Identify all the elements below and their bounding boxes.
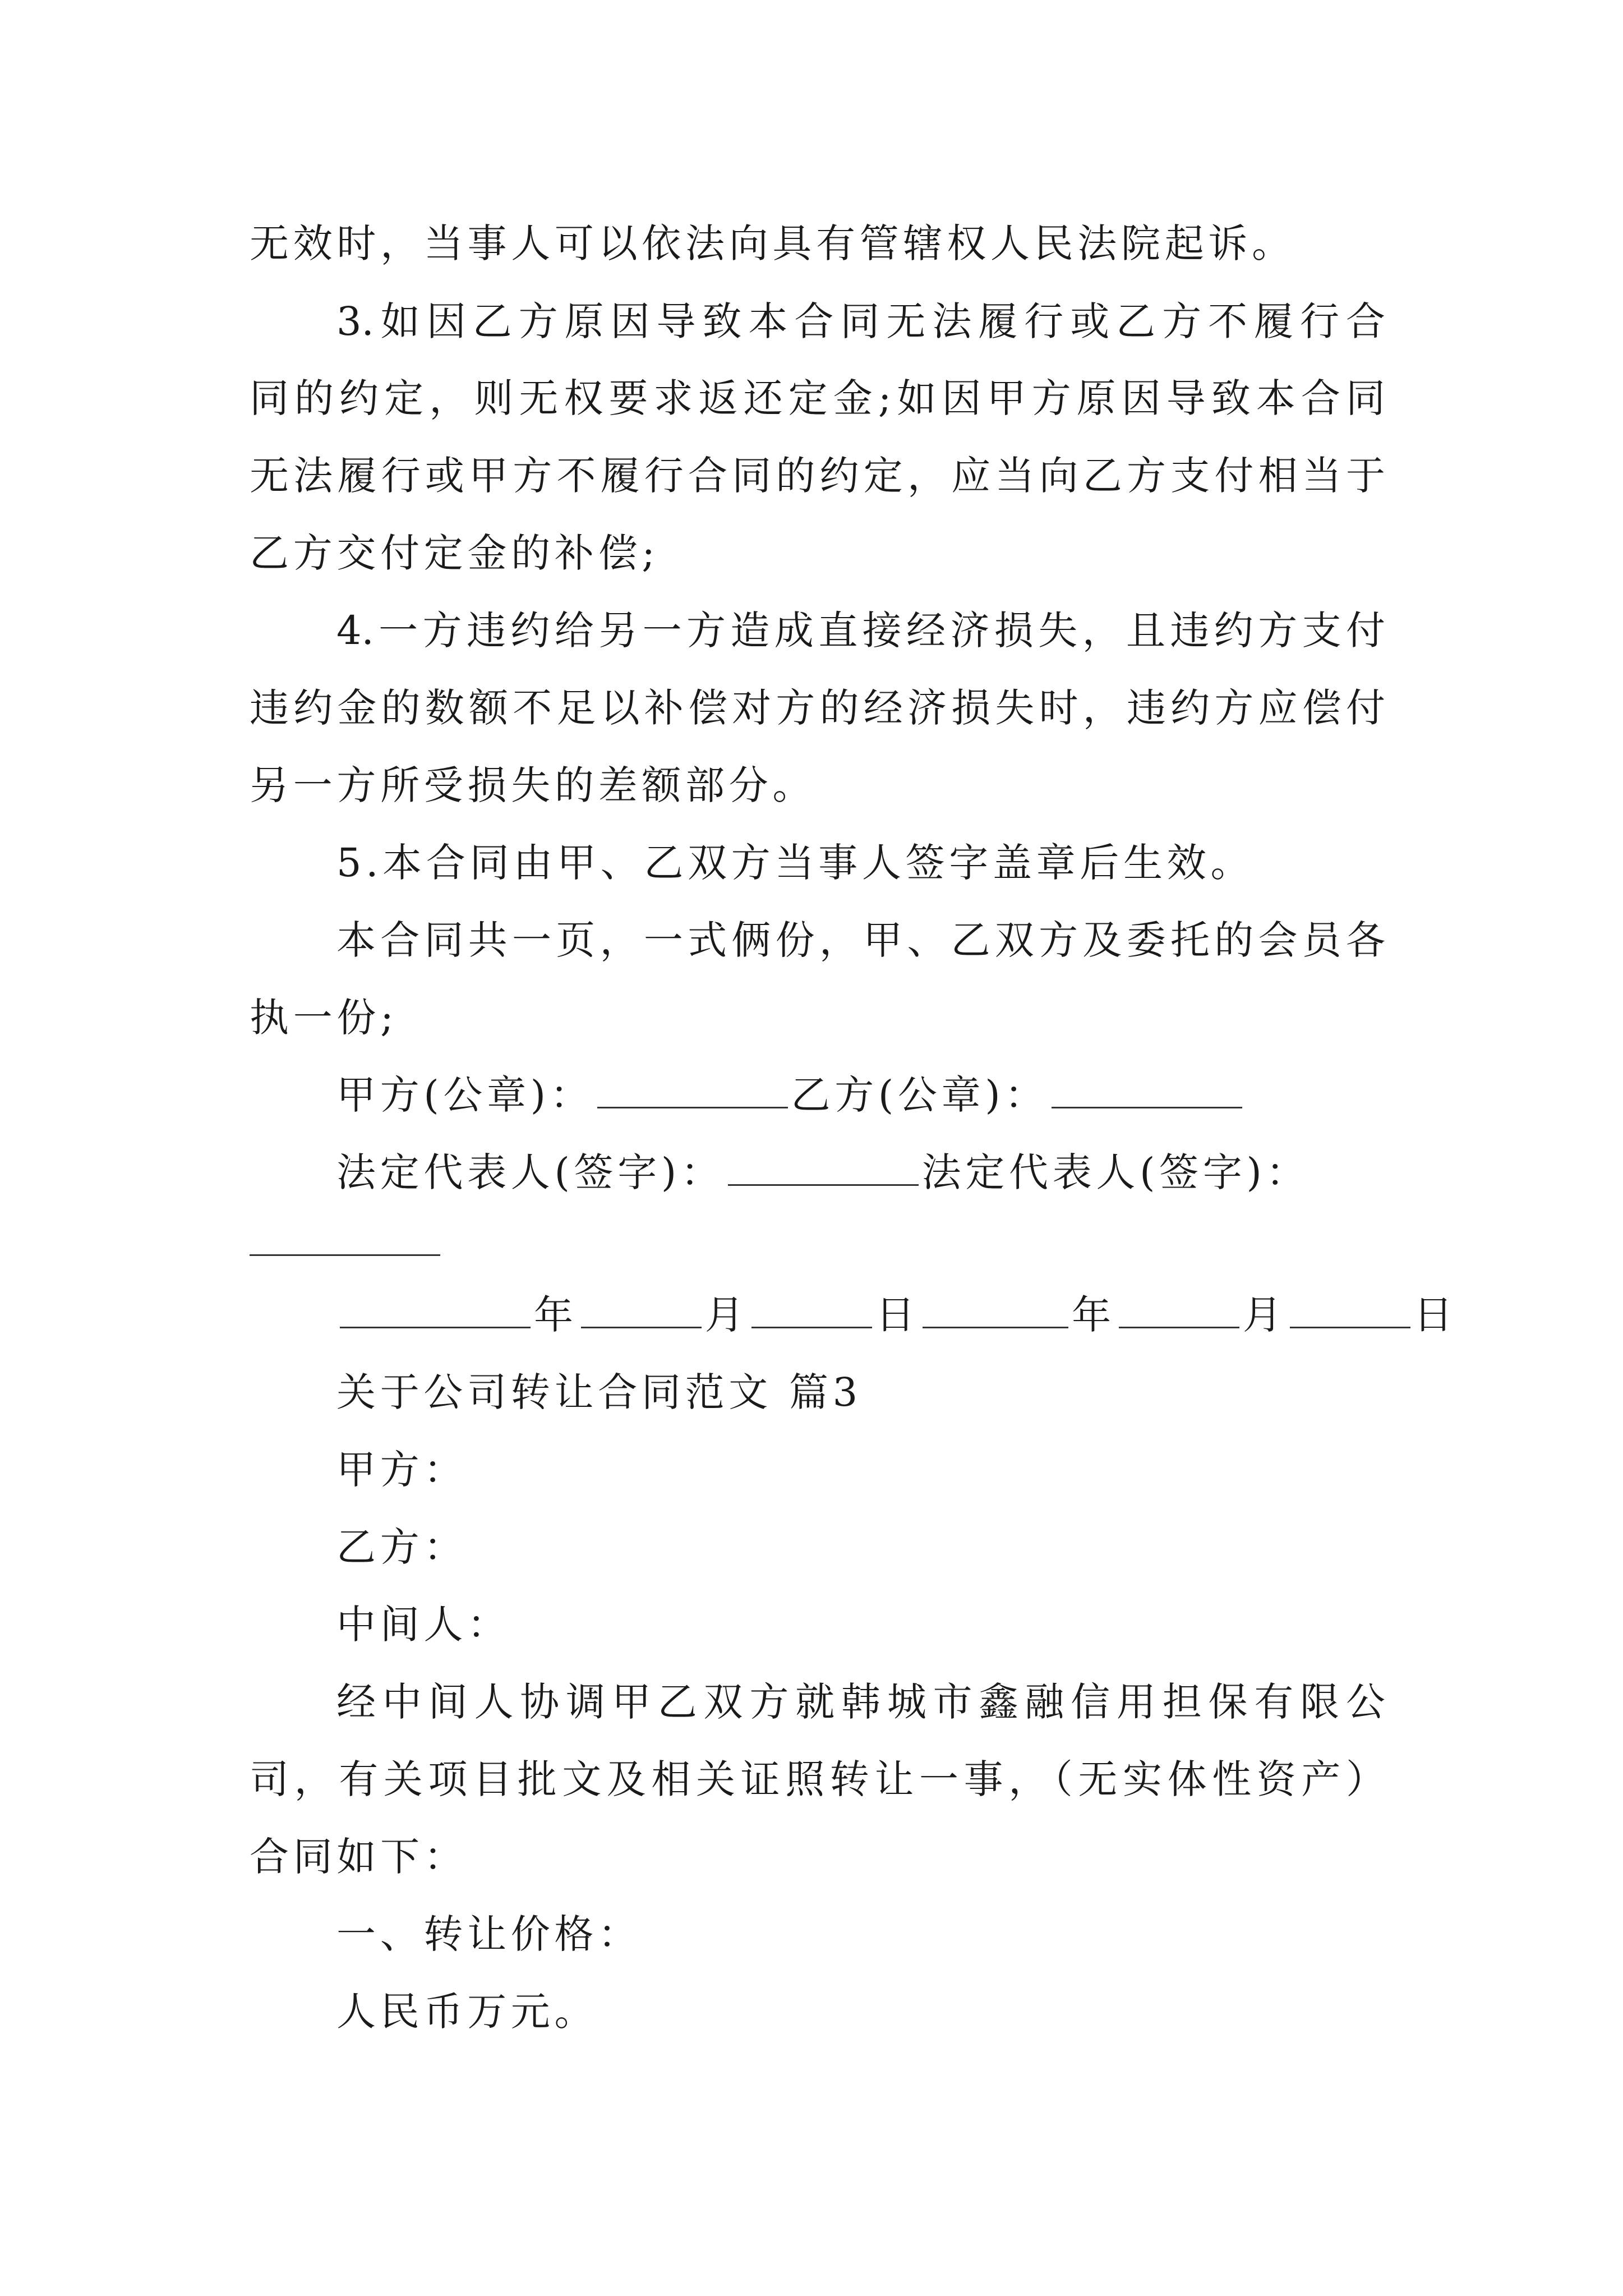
- intermediary-line: 中间人：: [336, 1602, 511, 1648]
- paragraph-line: 本合同共一页，一式俩份，甲、乙双方及委托的会员各: [336, 917, 1385, 963]
- party-b-date-blank-year[interactable]: [923, 1293, 1068, 1328]
- paragraph-line: 无法履行或甲方不履行合同的约定，应当向乙方支付相当于: [250, 453, 1385, 499]
- date-month-label: 月: [704, 1292, 749, 1338]
- paragraph-line: 另一方所受损失的差额部分。: [250, 762, 817, 808]
- party-b-seal-label: 乙方(公章)：: [791, 1072, 1049, 1118]
- paragraph-line: 4.一方违约给另一方造成直接经济损失，且违约方支付: [336, 608, 1385, 654]
- party-a-date-blank-month[interactable]: [581, 1293, 702, 1328]
- date-month-label: 月: [1242, 1292, 1287, 1338]
- date-year-label: 年: [534, 1292, 578, 1338]
- paragraph-line: 3.如因乙方原因导致本合同无法履行或乙方不履行合: [336, 298, 1385, 344]
- section-heading: 关于公司转让合同范文 篇3: [336, 1369, 862, 1415]
- party-b-representative-blank[interactable]: [250, 1254, 440, 1256]
- signature-line-seal: [336, 1070, 1246, 1120]
- paragraph-line: 5.本合同由甲、乙双方当事人签字盖章后生效。: [336, 840, 1255, 886]
- party-a-seal-label: 甲方(公章)：: [336, 1072, 594, 1118]
- party-a-date-blank-day[interactable]: [751, 1293, 872, 1328]
- party-a-date-blank-year[interactable]: [340, 1293, 531, 1328]
- paragraph-line: 违约金的数额不足以补偿对方的经济损失时，违约方应偿付: [250, 685, 1385, 731]
- paragraph-line: 乙方交付定金的补偿;: [250, 530, 660, 576]
- date-day-label: 日: [1413, 1292, 1458, 1338]
- date-year-label: 年: [1072, 1292, 1115, 1338]
- paragraph-line: 合同如下：: [250, 1834, 468, 1880]
- party-a-representative-label: 法定代表人(签字)：: [336, 1149, 725, 1195]
- party-b-date-blank-month[interactable]: [1119, 1293, 1239, 1328]
- date-day-label: 日: [875, 1292, 920, 1338]
- clause-heading: 一、转让价格：: [336, 1911, 642, 1957]
- party-b-representative-label: 法定代表人(签字)：: [921, 1149, 1310, 1195]
- paragraph-line: 执一份;: [250, 995, 398, 1041]
- party-a-line: 甲方：: [336, 1447, 468, 1493]
- party-a-seal-blank[interactable]: [597, 1073, 788, 1108]
- paragraph-line: 司，有关项目批文及相关证照转让一事，（无实体性资产）: [250, 1756, 1385, 1802]
- party-b-line: 乙方：: [336, 1524, 468, 1570]
- party-b-date-blank-day[interactable]: [1290, 1293, 1410, 1328]
- signature-date-line: [336, 1290, 1457, 1340]
- paragraph-line: 同的约定，则无权要求返还定金;如因甲方原因导致本合同: [250, 375, 1385, 421]
- party-a-representative-blank[interactable]: [728, 1151, 919, 1186]
- paragraph-line: 无效时，当事人可以依法向具有管辖权人民法院起诉。: [250, 220, 1295, 266]
- paragraph-line: 人民币万元。: [336, 1989, 598, 2035]
- signature-line-representative: [336, 1147, 1310, 1198]
- paragraph-line: 经中间人协调甲乙双方就韩城市鑫融信用担保有限公: [336, 1679, 1385, 1725]
- party-b-seal-blank[interactable]: [1052, 1073, 1242, 1108]
